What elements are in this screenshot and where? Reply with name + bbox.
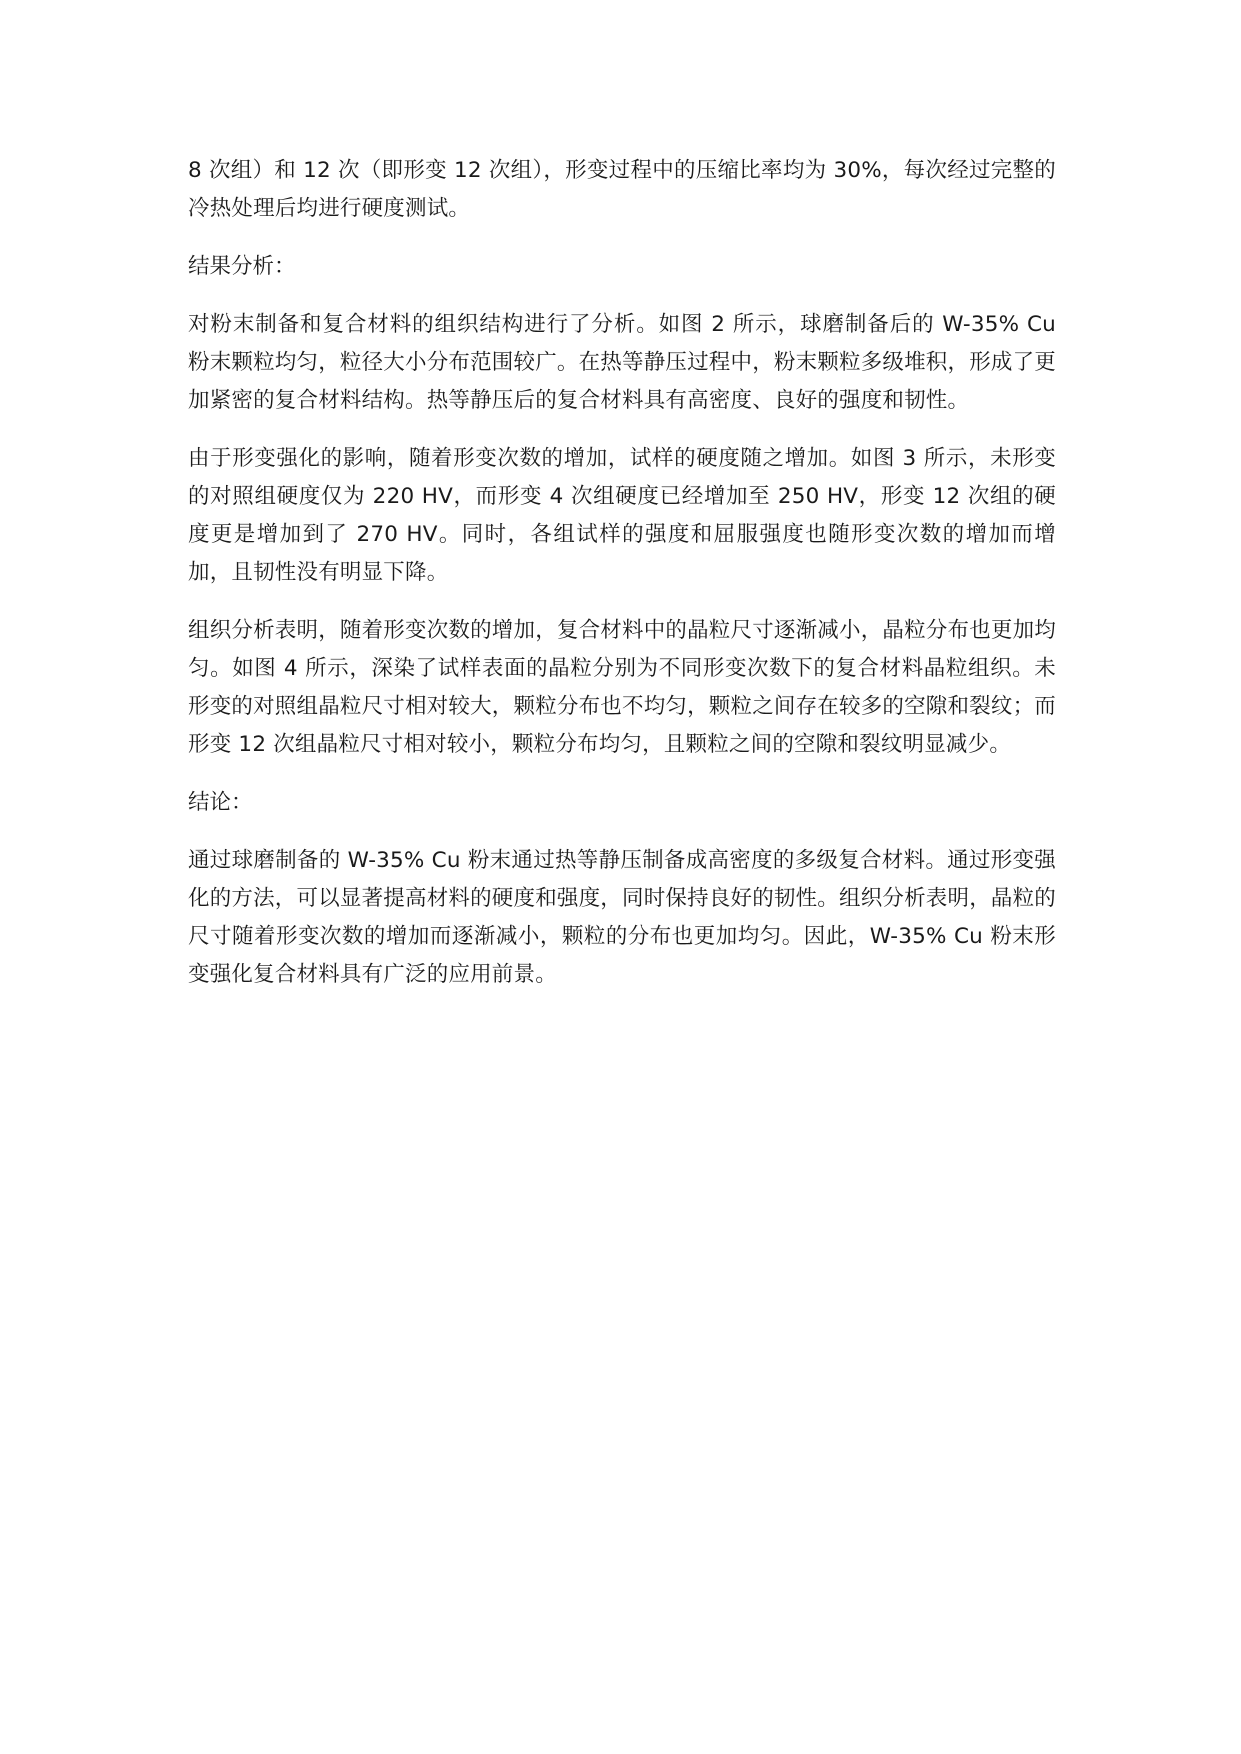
- paragraph-intro: 8 次组）和 12 次（即形变 12 次组），形变过程中的压缩比率均为 30%，每次经过完整的冷热处理后均进行硬度测试。: [188, 158, 1056, 221]
- paragraph-conclusion: 通过球磨制备的 W-35% Cu 粉末通过热等静压制备成高密度的多级复合材料。通过形变强化的方法，可以显著提高材料的硬度和强度，同时保持良好的韧性。组织分析表明，晶粒的尺寸随着形变次数的增加而逐渐减小，颗粒的分布也更加均匀。因此，W-35% Cu 粉末形变强化复合材料具有广泛的应用前景。: [188, 848, 1057, 987]
- heading-conclusion: 结论：: [188, 790, 253, 815]
- paragraph-results-microstructure: 组织分析表明，随着形变次数的增加，复合材料中的晶粒尺寸逐渐减小，晶粒分布也更加均匀。如图 4 所示，深染了试样表面的晶粒分别为不同形变次数下的复合材料晶粒组织。未形变的对照组晶粒尺寸相对较大，颗粒分布也不均匀，颗粒之间存在较多的空隙和裂纹；而形变 12 次组晶粒尺寸相对较小，颗粒分布均匀，且颗粒之间的空隙和裂纹明显减少。: [188, 618, 1057, 757]
- document-body: [188, 152, 1056, 1014]
- heading-results: 结果分析：: [188, 254, 296, 279]
- paragraph-results-powder: 对粉末制备和复合材料的组织结构进行了分析。如图 2 所示，球磨制备后的 W-35% Cu 粉末颗粒均匀，粒径大小分布范围较广。在热等静压过程中，粉末颗粒多级堆积，形成了更加紧密的复合材料结构。热等静压后的复合材料具有高密度、良好的强度和韧性。: [188, 312, 1057, 413]
- paragraph-results-hardness: 由于形变强化的影响，随着形变次数的增加，试样的硬度随之增加。如图 3 所示，未形变的对照组硬度仅为 220 HV，而形变 4 次组硬度已经增加至 250 HV，形变 12 次组的硬度更是增加到了 270 HV。同时，各组试样的强度和屈服强度也随形变次数的增加而增加，且韧性没有明显下降。: [188, 446, 1056, 585]
